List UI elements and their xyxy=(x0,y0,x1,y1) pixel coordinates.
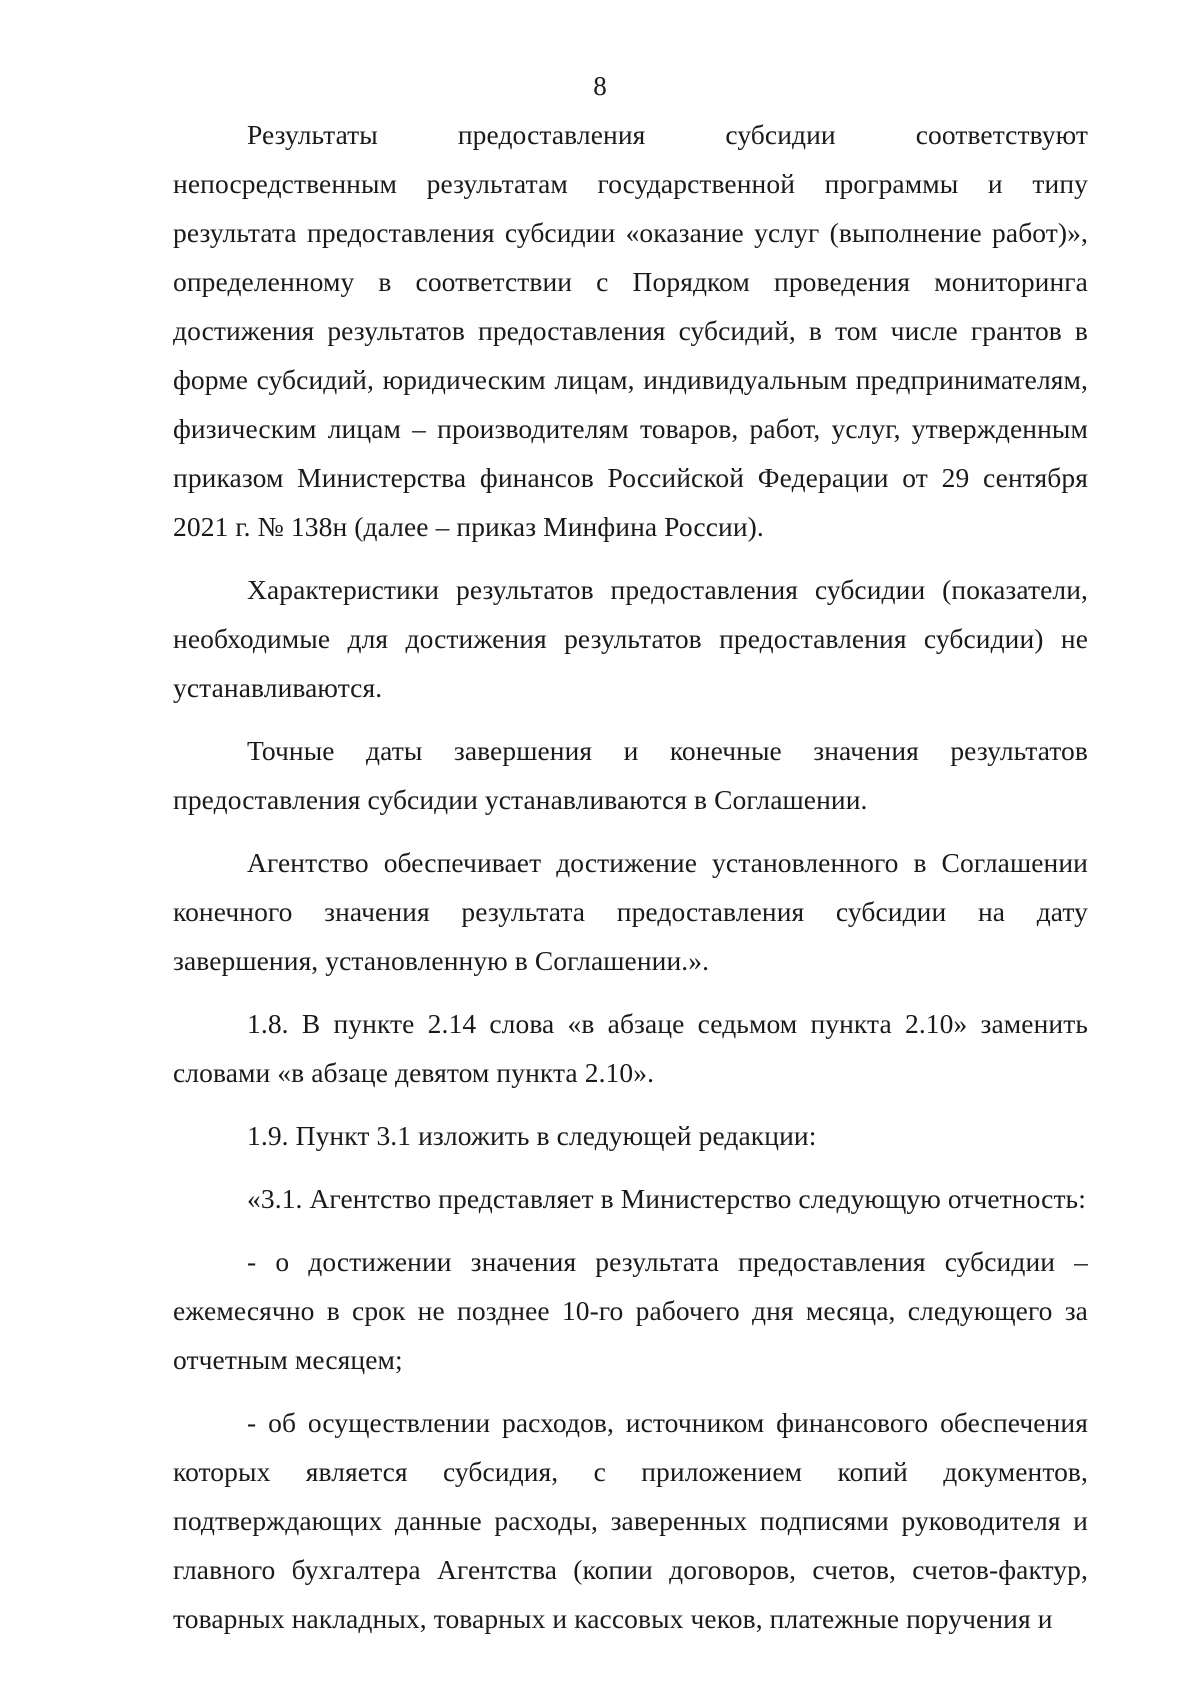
document-body xyxy=(173,110,1088,1643)
paragraph-item-1-9: 1.9. Пункт 3.1 изложить в следующей редакции: xyxy=(247,1120,817,1151)
paragraph-subsidy-results: Результаты предоставления субсидии соответствуют непосредственным результатам государственной программы и типу результата предоставления субсидии «оказание услуг (выполнение работ)», определенному в соответствии с Порядком проведения мониторинга достижения результатов предоставления субсидий, в том числе грантов в форме субсидий, юридическим лицам, индивидуальным предпринимателям, физическим лицам – производителям товаров, работ, услуг, утвержденным приказом Министерства финансов Российской Федерации от 29 сентября 2021 г. № 138н (далее – приказ Минфина России). xyxy=(173,119,1088,542)
paragraph-completion-dates: Точные даты завершения и конечные значения результатов предоставления субсидии устанавливаются в Соглашении. xyxy=(173,735,1088,815)
page-number: 8 xyxy=(593,71,607,101)
paragraph-expenses-report: - об осуществлении расходов, источником финансового обеспечения которых является субсидия, с приложением копий документов, подтверждающих данные расходы, заверенных подписями руководителя и главного бухгалтера Агентства (копии договоров, счетов, счетов-фактур, товарных накладных, товарных и кассовых чеков, платежные поручения и xyxy=(173,1407,1088,1634)
paragraph-monthly-report: - о достижении значения результата предоставления субсидии – ежемесячно в срок не позднее 10-го рабочего дня месяца, следующего за отчетным месяцем; xyxy=(173,1246,1088,1375)
paragraph-item-3-1: «3.1. Агентство представляет в Министерство следующую отчетность: xyxy=(247,1183,1086,1214)
paragraph-result-characteristics: Характеристики результатов предоставления субсидии (показатели, необходимые для достижения результатов предоставления субсидии) не устанавливаются. xyxy=(173,574,1088,703)
paragraph-agency-ensures: Агентство обеспечивает достижение установленного в Соглашении конечного значения результата предоставления субсидии на дату завершения, установленную в Соглашении.». xyxy=(173,847,1088,976)
paragraph-item-1-8: 1.8. В пункте 2.14 слова «в абзаце седьмом пункта 2.10» заменить словами «в абзаце девятом пункта 2.10». xyxy=(173,1008,1088,1088)
